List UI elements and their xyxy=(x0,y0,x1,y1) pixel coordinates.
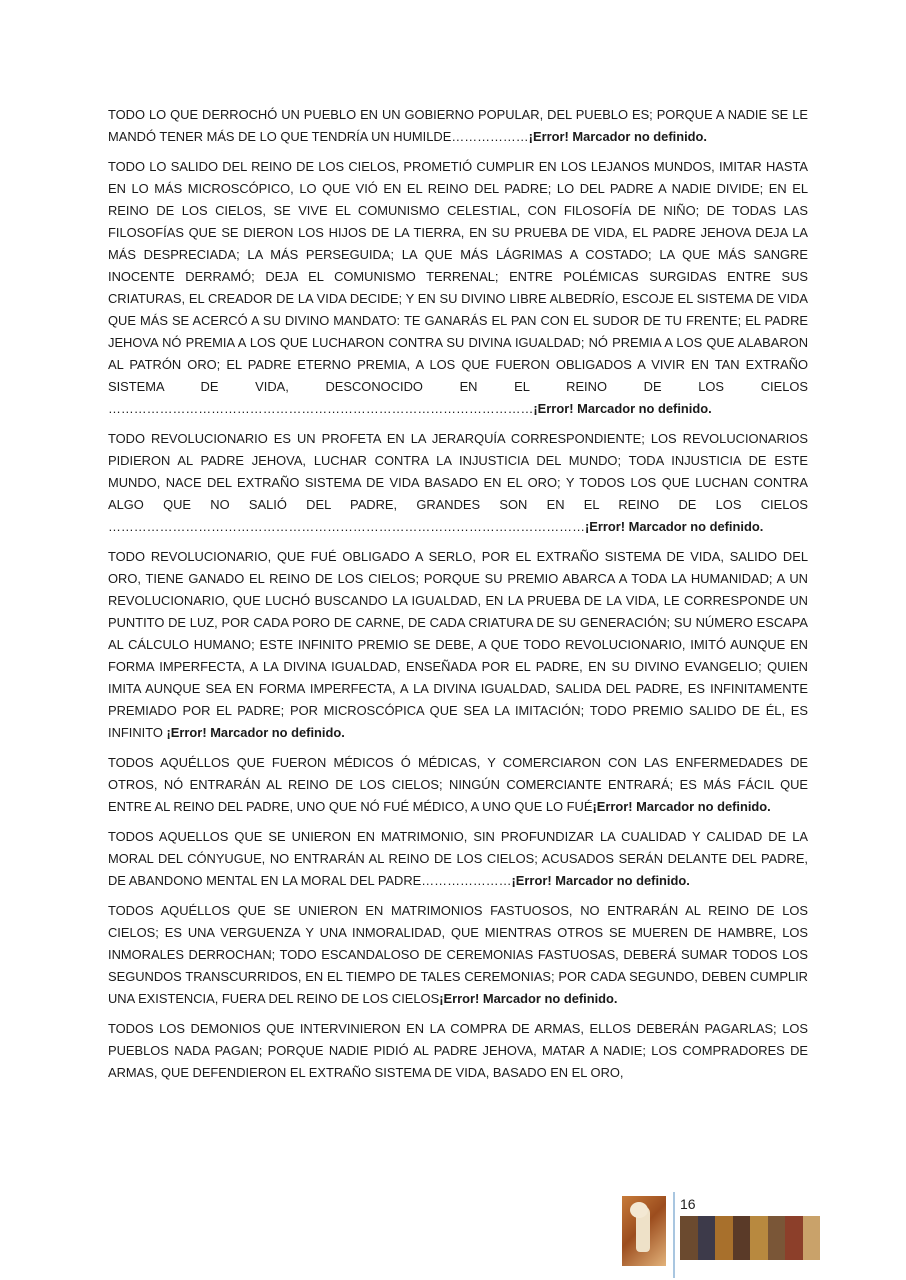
bookmark-error: ¡Error! Marcador no definido. xyxy=(533,401,712,416)
bookmark-error: ¡Error! Marcador no definido. xyxy=(584,519,764,534)
page-footer xyxy=(620,1192,820,1278)
strip-image-6 xyxy=(768,1216,786,1260)
strip-image-4 xyxy=(733,1216,751,1260)
entry-4: TODO REVOLUCIONARIO, QUE FUÉ OBLIGADO A SERLO, POR EL EXTRAÑO SISTEMA DE VIDA, SALIDO DEL ORO, TIENE GANADO EL REINO DE LOS CIELOS; PORQUE SU PREMIO ABARCA A TODA LA HUMANIDAD; A UN REVOLUCIONARIO, QUE LUCHÓ BUSCANDO LA IGUALDAD, EN LA PRUEBA DE LA VIDA, LE CORRESPONDE UN PUNTITO DE LUZ, POR CADA PORO DE CARNE, DE CADA CRIATURA DE SU GENERACIÓN; SU NÚMERO ESCAPA AL CÁLCULO HUMANO; ESTE INFINITO PREMIO SE DEBE, A QUE TODO REVOLUCIONARIO, IMITÓ AUNQUE EN FORMA IMPERFECTA, A LA DIVINA IGUALDAD, ENSEÑADA POR EL PADRE, EN SU DIVINO EVANGELIO; QUIEN IMITA AUNQUE SEA EN FORMA IMPERFECTA, A LA DIVINA IGUALDAD, SALIDA DEL PADRE, ES INFINITAMENTE PREMIADO POR EL PADRE; POR MICROSCÓPICA QUE SEA LA IMITACIÓN; TODO PREMIO SALIDO DE ÉL, ES INFINITO ¡Error! Marcador no definido. xyxy=(108,549,808,740)
entry-5: TODOS AQUÉLLOS QUE FUERON MÉDICOS Ó MÉDICAS, Y COMERCIARON CON LAS ENFERMEDADES DE OTROS, NÓ ENTRARÁN AL REINO DE LOS CIELOS; NINGÚN COMERCIANTE ENTRARÁ; ES MÁS FÁCIL QUE ENTRE AL REINO DEL PADRE, UNO QUE NÓ FUÉ MÉDICO, A UNO QUE LO FUÉ¡Error! Marcador no definido. xyxy=(108,755,808,814)
page-number: 16 xyxy=(680,1196,696,1212)
entry-2: TODO LO SALIDO DEL REINO DE LOS CIELOS, PROMETIÓ CUMPLIR EN LOS LEJANOS MUNDOS, IMITAR HASTA EN LO MÁS MICROSCÓPICO, LO QUE VIÓ EN EL REINO DEL PADRE; LO DEL PADRE A NADIE DIVIDE; EN EL REINO DE LOS CIELOS, SE VIVE EL COMUNISMO CELESTIAL, CON FILOSOFÍA DE NIÑO; DE TODAS LAS FILOSOFÍAS QUE SE DIERON LOS HIJOS DE LA TIERRA, EN SU PRUEBA DE VIDA, EL PADRE JEHOVA DEJA LA MÁS DESPRECIADA; LA MÁS PERSEGUIDA; LA QUE MÁS LÁGRIMAS A COSTADO; LA QUE MÁS SANGRE INOCENTE DERRAMÓ; DEJA EL COMUNISMO TERRENAL; ENTRE POLÉMICAS SURGIDAS ENTRE SUS CRIATURAS, EL CREADOR DE LA VIDA DECIDE; Y EN SU DIVINO LIBRE ALBEDRÍO, ESCOJE EL SISTEMA DE VIDA QUE MÁS SE ACERCÓ A SU DIVINO MANDATO: TE GANARÁS EL PAN CON EL SUDOR DE TU FRENTE; EL PADRE JEHOVA NÓ PREMIA A LOS QUE LUCHARON CONTRA SU DIVINA IGUALDAD; NÓ PREMIA A LOS QUE ALABARON AL PATRÓN ORO; EL PADRE ETERNO PREMIA, A LOS QUE FUERON OBLIGADOS A VIVIR EN TAN EXTRAÑO SISTEMA DE VIDA, DESCONOCIDO EN EL REINO DE LOS CIELOS ………………………………………………………………………………………¡Error! Marcador no definido. xyxy=(108,159,808,416)
bookmark-error: ¡Error! Marcador no definido. xyxy=(439,991,618,1006)
entry-3: TODO REVOLUCIONARIO ES UN PROFETA EN LA JERARQUÍA CORRESPONDIENTE; LOS REVOLUCIONARIOS PIDIERON AL PADRE JEHOVA, LUCHAR CONTRA LA INJUSTICIA DEL MUNDO; TODA INJUSTICIA DE ESTE MUNDO, NACE DEL EXTRAÑO SISTEMA DE VIDA BASADO EN EL ORO; Y TODOS LOS QUE LUCHAN CONTRA ALGO QUE NO SALIÓ DEL PADRE, GRANDES SON EN EL REINO DE LOS CIELOS …………………………………………………………………………………………………¡Error! Marcador no definido. xyxy=(108,431,808,534)
figure-logo-icon xyxy=(622,1196,666,1266)
strip-image-3 xyxy=(715,1216,733,1260)
document-body xyxy=(108,104,808,1092)
strip-image-5 xyxy=(750,1216,768,1260)
bookmark-error: ¡Error! Marcador no definido. xyxy=(511,873,690,888)
strip-image-1 xyxy=(680,1216,698,1260)
entry-6: TODOS AQUELLOS QUE SE UNIERON EN MATRIMONIO, SIN PROFUNDIZAR LA CUALIDAD Y CALIDAD DE LA MORAL DEL CÓNYUGUE, NO ENTRARÁN AL REINO DE LOS CIELOS; ACUSADOS SERÁN DELANTE DEL PADRE, DE ABANDONO MENTAL EN LA MORAL DEL PADRE…………………¡Error! Marcador no definido. xyxy=(108,829,808,888)
strip-image-7 xyxy=(785,1216,803,1260)
bookmark-error: ¡Error! Marcador no definido. xyxy=(592,799,771,814)
bookmark-error: ¡Error! Marcador no definido. xyxy=(528,129,708,144)
strip-image-2 xyxy=(698,1216,716,1260)
strip-image-8 xyxy=(803,1216,821,1260)
entry-7: TODOS AQUÉLLOS QUE SE UNIERON EN MATRIMONIOS FASTUOSOS, NO ENTRARÁN AL REINO DE LOS CIELOS; ES UNA VERGUENZA Y UNA INMORALIDAD, QUE MIENTRAS OTROS SE MUEREN DE HAMBRE, LOS INMORALES DERROCHAN; TODO ESCANDALOSO DE CEREMONIAS FASTUOSAS, DEBERÁ SUMAR TODOS LOS SEGUNDOS TRANSCURRIDOS, EN EL TIEMPO DE TALES CEREMONIAS; POR CADA SEGUNDO, DEBEN CUMPLIR UNA EXISTENCIA, FUERA DEL REINO DE LOS CIELOS¡Error! Marcador no definido. xyxy=(108,903,808,1006)
entry-8: TODOS LOS DEMONIOS QUE INTERVINIERON EN LA COMPRA DE ARMAS, ELLOS DEBERÁN PAGARLAS; LOS PUEBLOS NADA PAGAN; PORQUE NADIE PIDIÓ AL PADRE JEHOVA, MATAR A NADIE; LOS COMPRADORES DE ARMAS, QUE DEFENDIERON EL EXTRAÑO SISTEMA DE VIDA, BASADO EN EL ORO, xyxy=(108,1021,808,1080)
bookmark-error: ¡Error! Marcador no definido. xyxy=(166,725,345,740)
footer-divider xyxy=(673,1192,675,1278)
image-strip xyxy=(680,1216,820,1260)
entry-1: TODO LO QUE DERROCHÓ UN PUEBLO EN UN GOBIERNO POPULAR, DEL PUEBLO ES; PORQUE A NADIE SE LE MANDÓ TENER MÁS DE LO QUE TENDRÍA UN HUMILDE………………¡Error! Marcador no definido. xyxy=(108,107,808,144)
